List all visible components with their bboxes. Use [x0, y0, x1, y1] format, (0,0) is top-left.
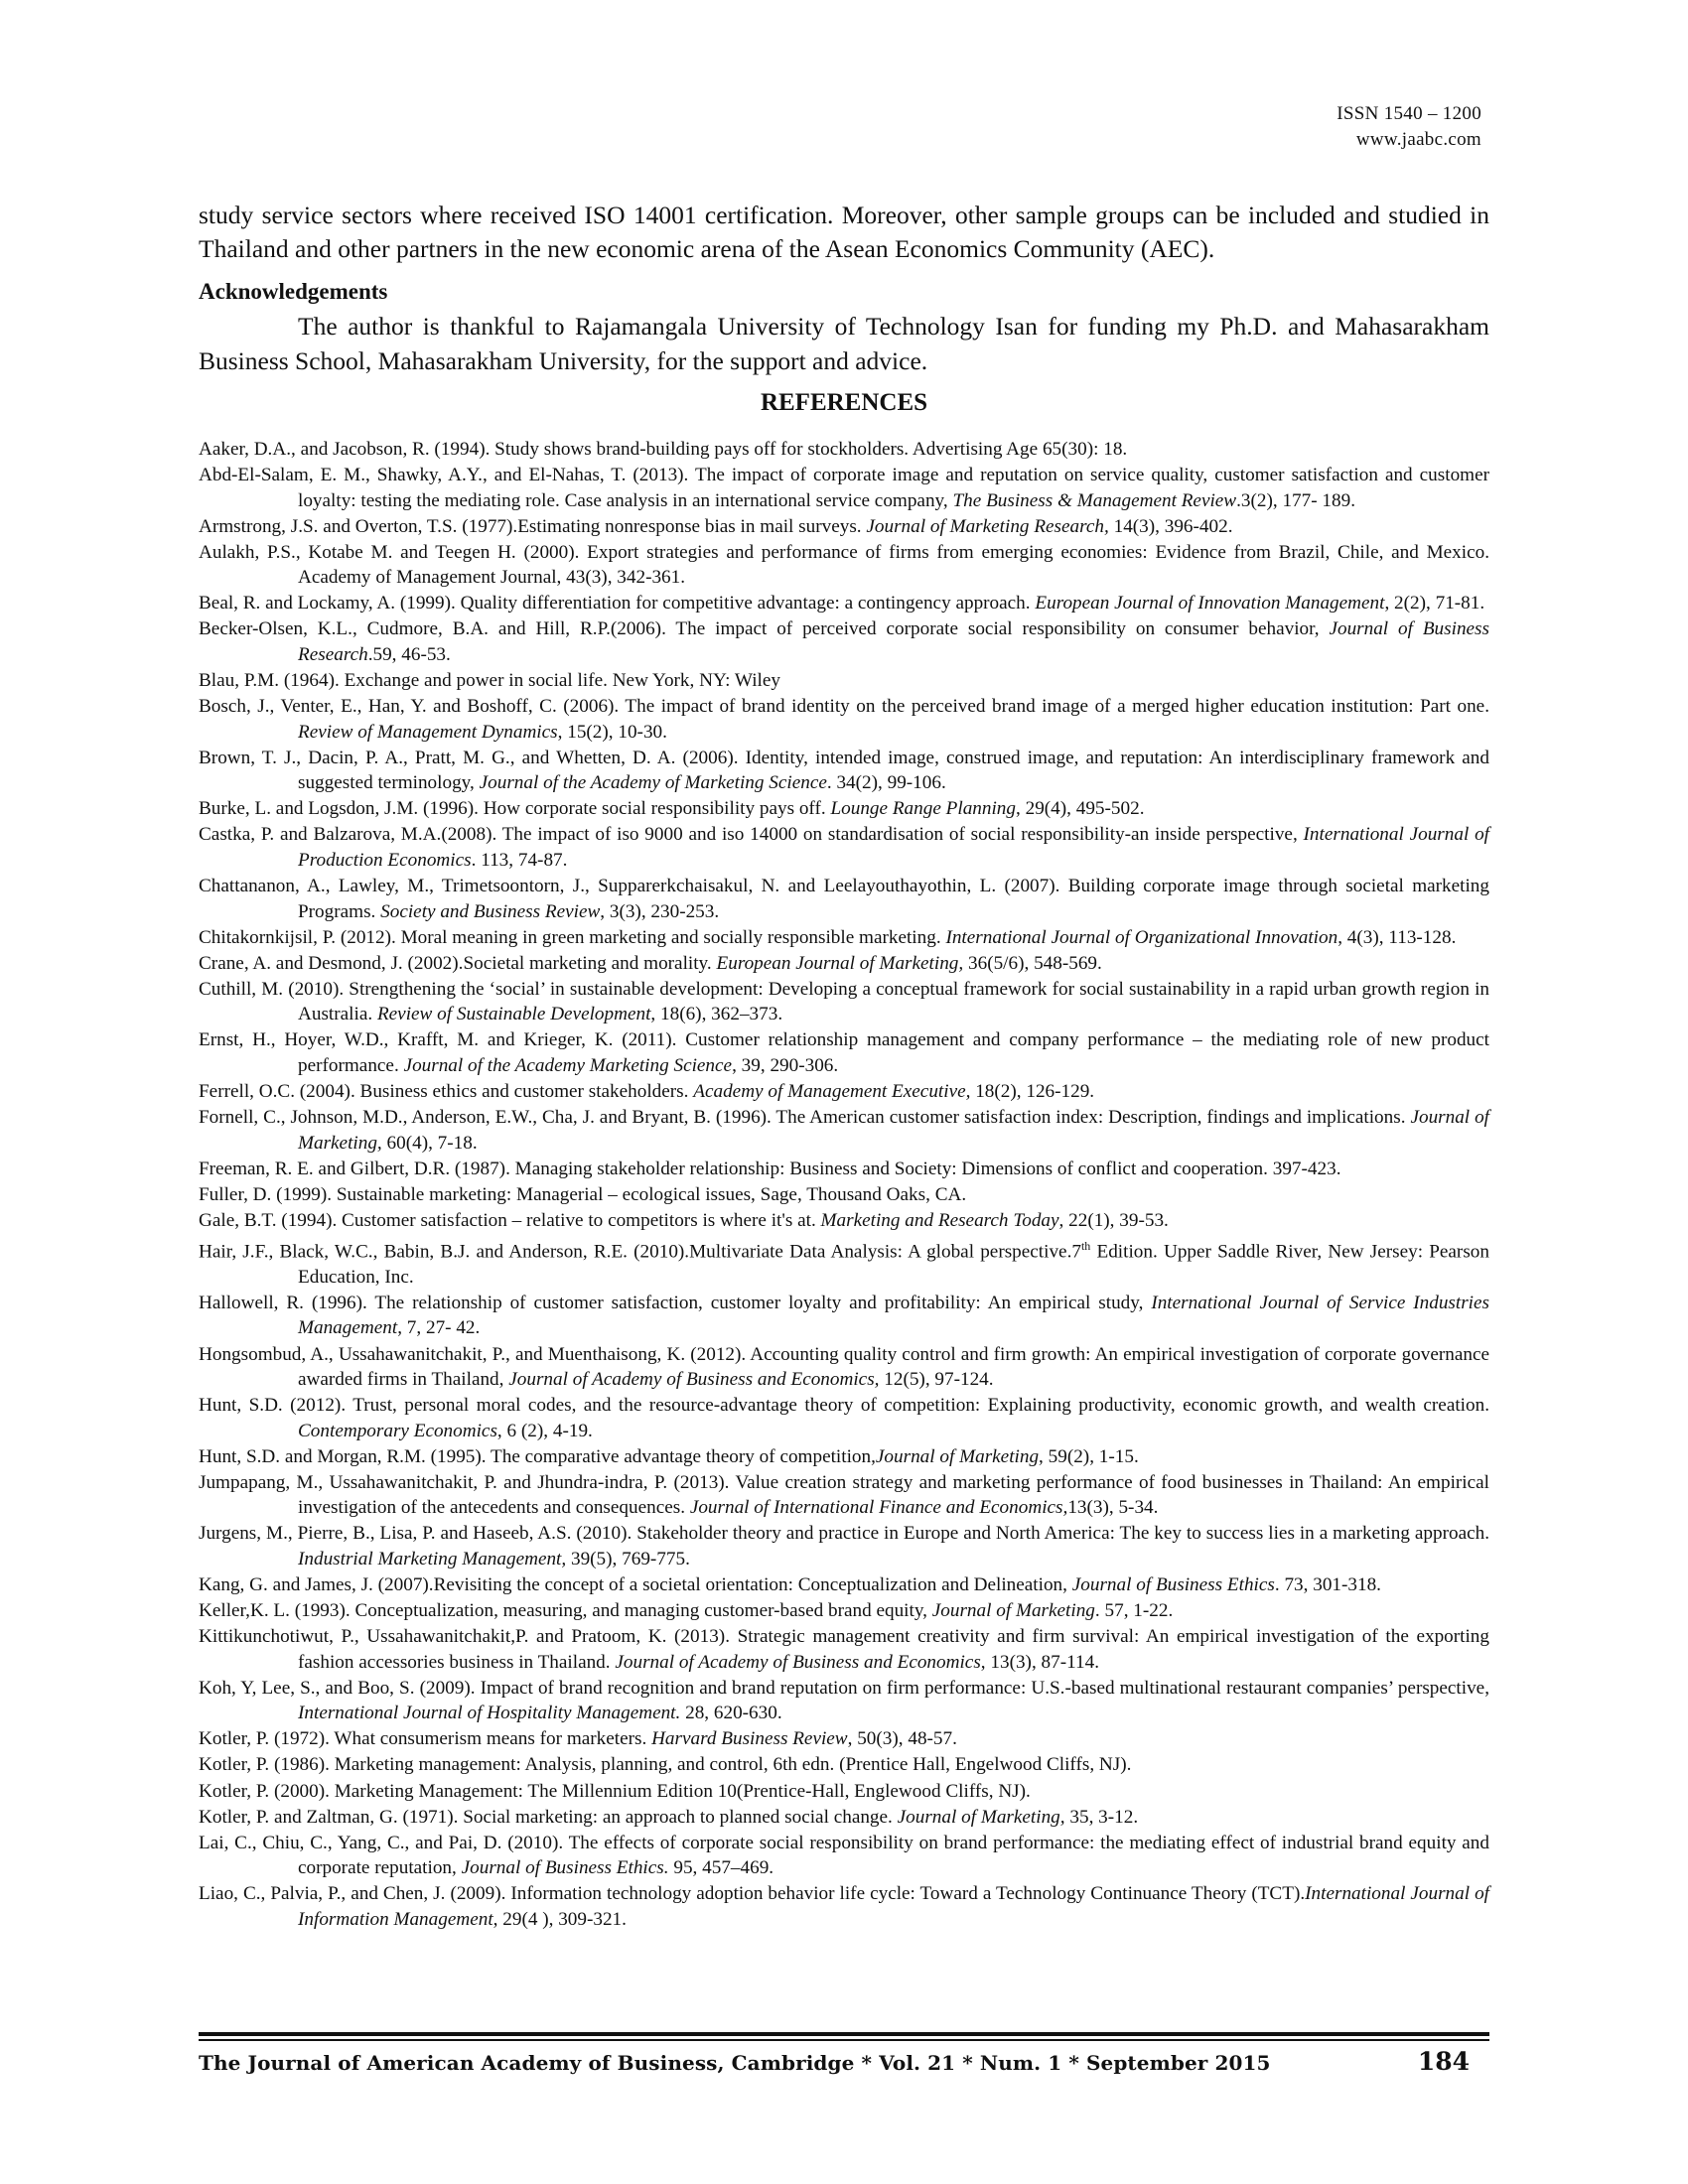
page-header — [1336, 101, 1481, 153]
reference-text: Chitakornkijsil, P. (2012). Moral meaning in green marketing and socially responsible marketing. — [199, 926, 946, 948]
reference-text: Koh, Y, Lee, S., and Boo, S. (2009). Impact of brand recognition and brand reputation on firm performance: U.S.-based multinational restaurant companies’ perspective, — [199, 1677, 1489, 1699]
reference-entry — [199, 1881, 1489, 1932]
references-heading: REFERENCES — [760, 389, 928, 416]
reference-text: Hair, J.F., Black, W.C., Babin, B.J. and Anderson, R.E. (2010).Multivariate Data Analysis: A global perspective.7 — [199, 1241, 1081, 1263]
reference-citation-details: , 59(2), 1-15. — [1039, 1445, 1139, 1467]
reference-text: Becker-Olsen, K.L., Cudmore, B.A. and Hill, R.P.(2006). The impact of perceived corporate social responsibility on consumer behavior, — [199, 618, 1330, 640]
reference-citation-details: , 6 (2), 4-19. — [496, 1420, 593, 1441]
reference-list — [199, 437, 1489, 1933]
reference-source-title: Review of Management Dynamics — [298, 721, 558, 743]
reference-citation-details: 28, 620-630. — [680, 1703, 782, 1724]
reference-citation-details: . 73, 301-318. — [1274, 1574, 1381, 1596]
reference-entry — [199, 1726, 1489, 1752]
reference-source-title: International Journal of Hospitality Management. — [298, 1703, 681, 1724]
reference-entry — [199, 514, 1489, 540]
reference-entry — [199, 1444, 1489, 1470]
reference-entry — [199, 668, 1489, 694]
reference-entry — [199, 746, 1489, 796]
reference-entry — [199, 591, 1489, 616]
intro-paragraph — [199, 199, 1489, 266]
reference-entry — [199, 463, 1489, 513]
reference-entry — [199, 977, 1489, 1027]
reference-text: Aulakh, P.S., Kotabe M. and Teegen H. (2000). Export strategies and performance of firms from emerging economies: Evidence from Brazil, Chile, and Mexico. Academy of Management Journal, 43(3), 342-361. — [199, 541, 1489, 589]
reference-entry — [199, 1598, 1489, 1624]
reference-citation-details: .59, 46-53. — [367, 643, 451, 665]
reference-text: Kotler, P. and Zaltman, G. (1971). Social marketing: an approach to planned social change. — [199, 1806, 898, 1828]
reference-entry — [199, 925, 1489, 951]
reference-text: Kotler, P. (1972). What consumerism means for marketers. — [199, 1728, 652, 1750]
website-label: www.jaabc.com — [1355, 129, 1481, 150]
reference-citation-details: , 13(3), 87-114. — [980, 1651, 1099, 1673]
reference-source-title: Journal of International Finance and Economics, — [689, 1497, 1068, 1519]
acknowledgements-body — [199, 309, 1489, 378]
reference-source-title: Journal of Academy of Business and Economics, — [508, 1369, 880, 1391]
reference-superscript: th — [1080, 1238, 1091, 1253]
footer-rule-thin — [199, 2039, 1489, 2041]
reference-text: Armstrong, J.S. and Overton, T.S. (1977).Estimating nonresponse bias in mail surveys. — [199, 515, 867, 537]
reference-source-title: Journal of Academy of Business and Economics — [615, 1651, 981, 1673]
footer-journal-info: The Journal of American Academy of Business, Cambridge * Vol. 21 * Num. 1 * September 2015 — [199, 2051, 1271, 2075]
reference-source-title: Journal of the Academy of Marketing Science — [479, 772, 827, 794]
reference-text: Ferrell, O.C. (2004). Business ethics and customer stakeholders. — [199, 1081, 694, 1102]
reference-source-title: Review of Sustainable Development — [376, 1004, 651, 1025]
reference-citation-details: , 29(4 ), 309-321. — [492, 1908, 627, 1930]
reference-text: Abd-El-Salam, E. M., Shawky, A.Y., and El-Nahas, T. (2013). The impact of corporate image and reputation on service quality, customer satisfaction and customer loyalty: testing the mediating role. Case analysis in an international service company, — [199, 465, 1489, 511]
reference-citation-details: . 34(2), 99-106. — [826, 772, 946, 794]
reference-citation-details: 39(5), 769-775. — [566, 1548, 690, 1570]
reference-source-title: Journal of Marketing — [931, 1600, 1095, 1622]
reference-source-title: International Journal of Organizational Innovation — [945, 926, 1338, 948]
reference-text: Beal, R. and Lockamy, A. (1999). Quality differentiation for competitive advantage: a contingency approach. — [199, 593, 1036, 614]
reference-citation-details: 14(3), 396-402. — [1108, 515, 1233, 537]
reference-source-title: Contemporary Economics — [298, 1420, 497, 1441]
reference-entry — [199, 1208, 1489, 1234]
reference-source-title: Lounge Range Planning — [830, 798, 1016, 820]
reference-citation-details: , 50(3), 48-57. — [847, 1728, 957, 1750]
reference-citation-details: 36(5/6), 548-569. — [963, 952, 1102, 974]
reference-source-title: Journal of Business Ethics. — [461, 1857, 669, 1879]
reference-source-title: Harvard Business Review — [651, 1728, 848, 1750]
reference-text: Jurgens, M., Pierre, B., Lisa, P. and Haseeb, A.S. (2010). Stakeholder theory and practice in Europe and North America: The key to success lies in a marketing approach. — [199, 1523, 1489, 1545]
reference-entry — [199, 1521, 1489, 1571]
reference-entry — [199, 1234, 1489, 1290]
reference-citation-details: , 18(6), 362–373. — [650, 1004, 783, 1025]
reference-citation-details: 13(3), 5-34. — [1067, 1497, 1159, 1519]
reference-source-title: Journal of the Academy Marketing Science — [403, 1054, 733, 1076]
reference-source-title: International Journal of Information Management — [298, 1883, 1489, 1930]
reference-entry — [199, 874, 1489, 924]
reference-text: Liao, C., Palvia, P., and Chen, J. (2009). Information technology adoption behavior life cycle: Toward a Technology Continuance Theory (TCT). — [199, 1883, 1306, 1905]
reference-entry — [199, 1105, 1489, 1156]
reference-entry — [199, 1470, 1489, 1521]
reference-entry — [199, 796, 1489, 822]
reference-text: Bosch, J., Venter, E., Han, Y. and Boshoff, C. (2006). The impact of brand identity on the perceived brand image of a merged higher education institution: Part one. — [199, 696, 1489, 718]
reference-citation-details: 95, 457–469. — [668, 1857, 774, 1879]
reference-text: Hunt, S.D. and Morgan, R.M. (1995). The comparative advantage theory of competition, — [199, 1445, 876, 1467]
reference-text: Jumpapang, M., Ussahawanitchakit, P. and Jhundra-indra, P. (2013). Value creation strategy and marketing performance of food businesses in Thailand: An empirical investigation of the antecedents and consequences. — [199, 1471, 1489, 1519]
reference-citation-details: Edition. Upper Saddle River, New Jersey: Pearson Education, Inc. — [298, 1241, 1489, 1288]
reference-citation-details: . 57, 1-22. — [1094, 1600, 1174, 1622]
reference-entry — [199, 1157, 1489, 1182]
reference-source-title: The Business & Management Review — [952, 489, 1237, 511]
reference-source-title: Marketing and Research Today — [820, 1209, 1059, 1231]
issn-label: ISSN 1540 – 1200 — [1336, 103, 1481, 124]
reference-citation-details: . 113, 74-87. — [471, 849, 568, 871]
reference-text: Keller,K. L. (1993). Conceptualization, measuring, and managing customer-based brand equity, — [199, 1600, 932, 1622]
reference-citation-details: 60(4), 7-18. — [381, 1132, 478, 1154]
reference-text: Gale, B.T. (1994). Customer satisfaction – relative to competitors is where it's at. — [199, 1209, 821, 1231]
reference-entry — [199, 1027, 1489, 1078]
reference-citation-details: , 4(3), 113-128. — [1337, 926, 1457, 948]
reference-text: Blau, P.M. (1964). Exchange and power in social life. New York, NY: Wiley — [199, 670, 780, 692]
reference-entry — [199, 1393, 1489, 1443]
reference-entry — [199, 1291, 1489, 1341]
reference-text: Brown, T. J., Dacin, P. A., Pratt, M. G., and Whetten, D. A. (2006). Identity, intended image, construed image, and reputation: An interdisciplinary framework and suggested terminology, — [199, 747, 1489, 794]
reference-entry — [199, 1676, 1489, 1726]
reference-source-title: Journal of Business Ethics — [1071, 1574, 1275, 1596]
reference-text: Aaker, D.A., and Jacobson, R. (1994). Study shows brand-building pays off for stockholders. Advertising Age 65(30): 18. — [199, 439, 1128, 460]
reference-source-title: Journal of Marketing, — [897, 1806, 1065, 1828]
reference-citation-details: 12(5), 97-124. — [879, 1369, 994, 1391]
reference-text: Hallowell, R. (1996). The relationship of customer satisfaction, customer loyalty and profitability: An empirical study, — [199, 1292, 1152, 1313]
reference-citation-details: , 3(3), 230-253. — [600, 900, 720, 922]
reference-source-title: European Journal of Marketing, — [716, 952, 964, 974]
reference-text: Castka, P. and Balzarova, M.A.(2008). The impact of iso 9000 and iso 14000 on standardisation of social responsibility-an inside perspective, — [199, 824, 1304, 846]
reference-text: Kittikunchotiwut, P., Ussahawanitchakit,P. and Pratoom, K. (2013). Strategic management creativity and firm survival: An empirical investigation of the exporting fashion accessories business in Thailand. — [199, 1626, 1489, 1673]
reference-source-title: European Journal of Innovation Management — [1035, 593, 1385, 614]
reference-text: Ernst, H., Hoyer, W.D., Krafft, M. and Krieger, K. (2011). Customer relationship management and company performance – the mediating role of new product performance. — [199, 1029, 1489, 1076]
reference-text: Lai, C., Chiu, C., Yang, C., and Pai, D. (2010). The effects of corporate social responsibility on brand performance: the mediating effect of industrial brand equity and corporate reputation, — [199, 1832, 1489, 1879]
reference-entry — [199, 1342, 1489, 1393]
reference-entry — [199, 694, 1489, 745]
reference-text: Freeman, R. E. and Gilbert, D.R. (1987). Managing stakeholder relationship: Business and Society: Dimensions of conflict and cooperation. 397-423. — [199, 1158, 1341, 1179]
reference-source-title: International Journal of Service Industries Management — [298, 1292, 1489, 1339]
reference-source-title: Journal of Marketing Research, — [866, 515, 1109, 537]
reference-source-title: Industrial Marketing Management, — [298, 1548, 567, 1570]
reference-citation-details: , 2(2), 71-81. — [1384, 593, 1485, 614]
intro-text: study service sectors where received ISO 14001 certification. Moreover, other sample groups can be included and studied in Thailand and other partners in the new economic arena of the Asean Economics Community (AEC). — [199, 201, 1489, 263]
reference-entry — [199, 1779, 1489, 1805]
reference-source-title: Journal of Business Research — [298, 618, 1489, 665]
reference-citation-details: 35, 3-12. — [1064, 1806, 1139, 1828]
reference-source-title: Journal of Marketing, — [298, 1107, 1489, 1154]
reference-citation-details: , 7, 27- 42. — [397, 1317, 481, 1339]
reference-citation-details: , 39, 290-306. — [732, 1054, 839, 1076]
reference-entry — [199, 1752, 1489, 1778]
page-number: 184 — [1417, 2047, 1470, 2076]
reference-text: Crane, A. and Desmond, J. (2002).Societal marketing and morality. — [199, 952, 717, 974]
reference-source-title: Society and Business Review — [380, 900, 601, 922]
footer-rule-thick — [199, 2032, 1489, 2036]
reference-text: Fornell, C., Johnson, M.D., Anderson, E.W., Cha, J. and Bryant, B. (1996). The American customer satisfaction index: Description, findings and implications. — [199, 1107, 1411, 1129]
reference-text: Burke, L. and Logsdon, J.M. (1996). How corporate social responsibility pays off. — [199, 798, 831, 820]
reference-text: Fuller, D. (1999). Sustainable marketing: Managerial – ecological issues, Sage, Thousand Oaks, CA. — [199, 1183, 967, 1205]
reference-citation-details: , 15(2), 10-30. — [557, 721, 667, 743]
reference-citation-details: 18(2), 126-129. — [970, 1081, 1095, 1102]
reference-citation-details: , 22(1), 39-53. — [1058, 1209, 1169, 1231]
reference-entry — [199, 951, 1489, 977]
reference-text: Hongsombud, A., Ussahawanitchakit, P., and Muenthaisong, K. (2012). Accounting quality control and firm growth: An empirical investigation of corporate governance awarded firms in Thailand, — [199, 1343, 1489, 1391]
reference-text: Kotler, P. (1986). Marketing management: Analysis, planning, and control, 6th edn. (Prentice Hall, Engelwood Cliffs, NJ). — [199, 1754, 1132, 1776]
reference-text: Chattananon, A., Lawley, M., Trimetsoontorn, J., Supparerkchaisakul, N. and Leelayouthayothin, L. (2007). Building corporate image through societal marketing Programs. — [199, 876, 1489, 922]
reference-entry — [199, 822, 1489, 873]
reference-entry — [199, 1805, 1489, 1831]
reference-text: Kotler, P. (2000). Marketing Management: The Millennium Edition 10(Prentice-Hall, Englewood Cliffs, NJ). — [199, 1780, 1031, 1802]
reference-entry — [199, 1572, 1489, 1598]
acknowledgements-text: The author is thankful to Rajamangala University of Technology Isan for funding my Ph.D. and Mahasarakham Business School, Mahasarakham University, for the support and advice. — [199, 312, 1489, 375]
reference-entry — [199, 1624, 1489, 1675]
reference-entry — [199, 540, 1489, 591]
reference-source-title: Journal of Marketing — [875, 1445, 1040, 1467]
reference-citation-details: , 29(4), 495-502. — [1016, 798, 1145, 820]
reference-source-title: Academy of Management Executive, — [693, 1081, 971, 1102]
reference-text: Hunt, S.D. (2012). Trust, personal moral codes, and the resource-advantage theory of competition: Explaining productivity, economic growth, and wealth creation. — [199, 1395, 1489, 1417]
reference-entry — [199, 437, 1489, 463]
reference-entry — [199, 616, 1489, 667]
reference-entry — [199, 1079, 1489, 1105]
acknowledgements-heading: Acknowledgements — [199, 279, 388, 304]
reference-text: Kang, G. and James, J. (2007).Revisiting the concept of a societal orientation: Conceptualization and Delineation, — [199, 1574, 1072, 1596]
reference-citation-details: .3(2), 177- 189. — [1236, 489, 1356, 511]
reference-text: Cuthill, M. (2010). Strengthening the ‘social’ in sustainable development: Developing a conceptual framework for social sustainability in a rapid urban growth region in Australia. — [199, 978, 1489, 1025]
reference-entry — [199, 1182, 1489, 1208]
reference-source-title: International Journal of Production Economics — [298, 824, 1490, 871]
reference-entry — [199, 1831, 1489, 1881]
